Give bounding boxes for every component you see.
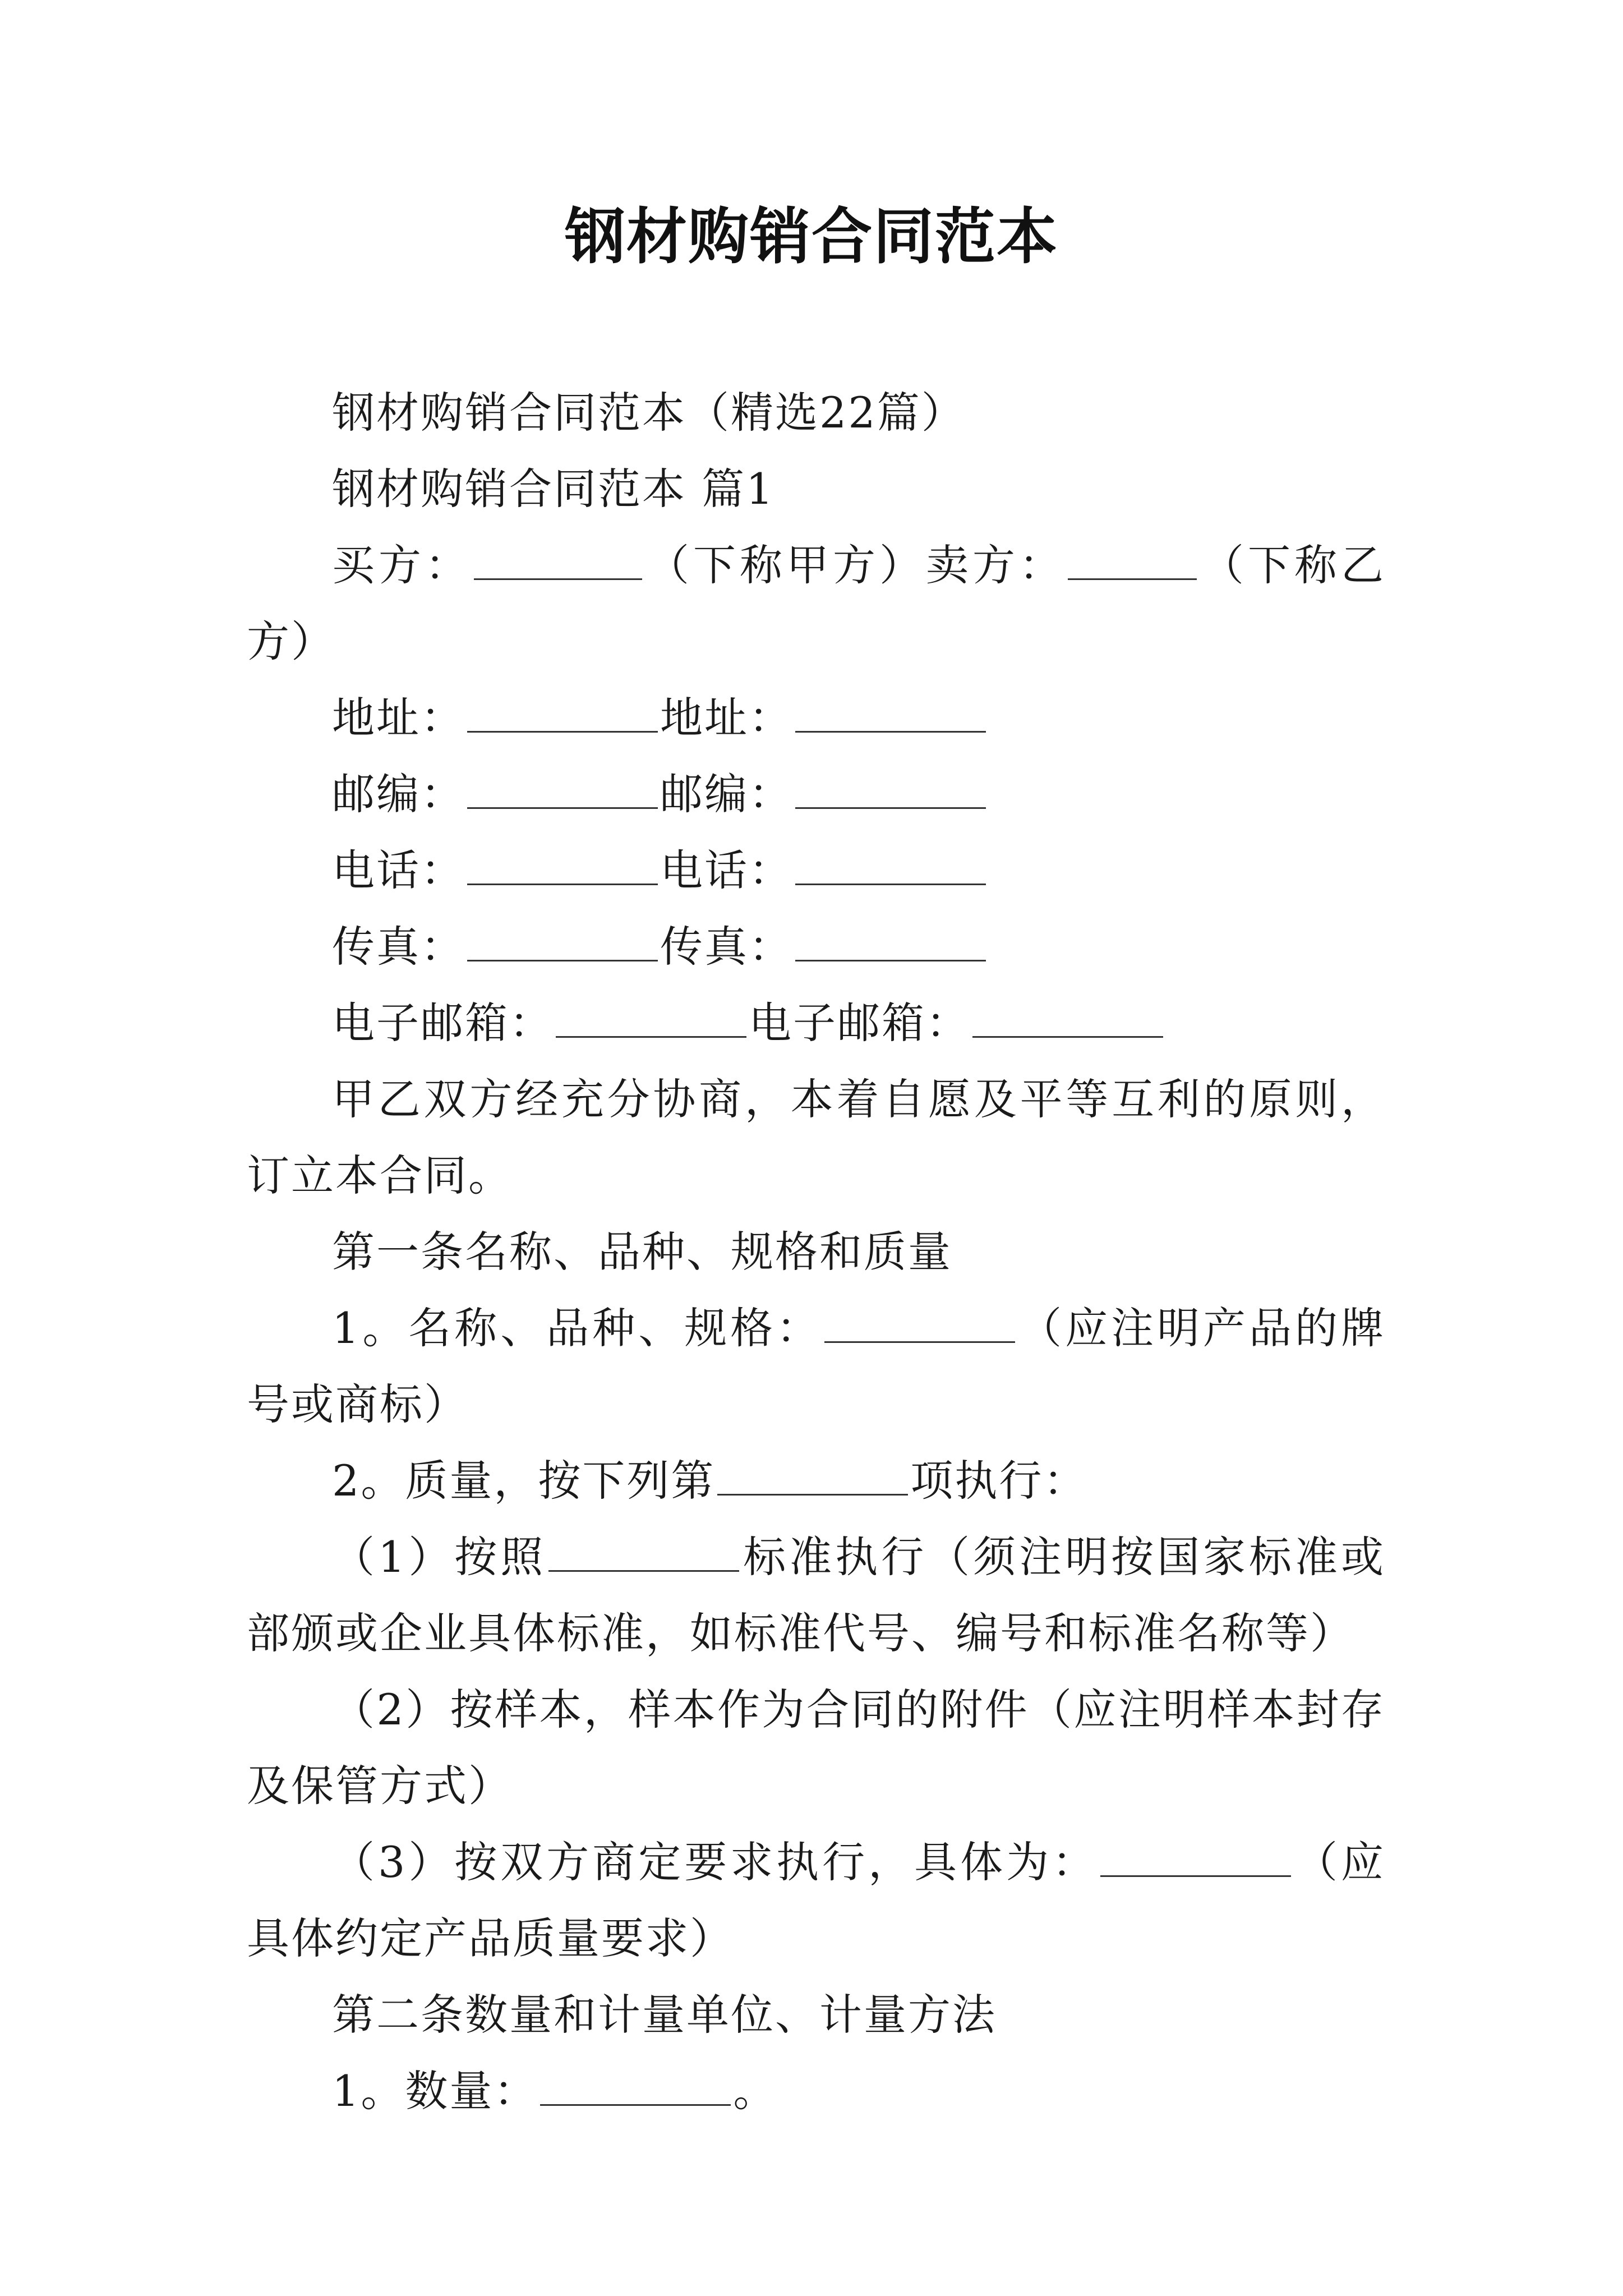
option-3-prefix: （3）按双方商定要求执行，具体为：	[332, 1837, 1099, 1887]
item-2-prefix: 2。质量，按下列第	[332, 1456, 716, 1506]
address-blank-a	[467, 687, 658, 733]
fax-blank-a	[467, 916, 658, 961]
document-body	[247, 375, 1385, 2129]
option-1-blank	[548, 1526, 739, 1572]
item-2-paragraph	[247, 1443, 1385, 1519]
option-3-blank	[1100, 1832, 1291, 1877]
email-blank-a	[556, 992, 746, 1038]
phone-line	[247, 832, 1385, 909]
subtitle-line	[247, 375, 1385, 451]
option-1-paragraph	[247, 1519, 1385, 1672]
quantity-prefix: 1。数量：	[332, 2066, 538, 2116]
seller-suffix: （下称乙方）	[247, 540, 1385, 666]
fax-label-a: 传真：	[332, 922, 465, 972]
phone-label-b: 电话：	[660, 845, 793, 895]
party-line	[247, 527, 1385, 680]
article-2-heading: 第二条数量和计量单位、计量方法	[332, 1990, 997, 2040]
email-line	[247, 985, 1385, 1061]
item-1-suffix: （应注明产品的牌号或商标）	[247, 1303, 1386, 1429]
item-2-suffix: 项执行：	[910, 1456, 1088, 1506]
option-1-suffix: 标准执行（须注明按国家标准或部颁或企业具体标准，如标准代号、编号和标准名称等）	[247, 1532, 1386, 1658]
quantity-blank	[540, 2060, 731, 2106]
item-1-prefix: 1。名称、品种、规格：	[332, 1303, 823, 1353]
quantity-paragraph	[247, 2053, 1385, 2129]
option-1-prefix: （1）按照	[332, 1532, 547, 1582]
fax-blank-b	[795, 916, 986, 961]
address-blank-b	[795, 687, 986, 733]
address-line	[247, 680, 1385, 756]
buyer-label: 买方：	[332, 540, 472, 590]
address-label-a: 地址：	[332, 693, 465, 743]
address-label-b: 地址：	[660, 693, 793, 743]
postcode-blank-a	[467, 763, 658, 809]
fax-line	[247, 909, 1385, 985]
item-2-blank	[717, 1450, 908, 1496]
document-title: 钢材购销合同范本	[564, 201, 1058, 272]
chapter-line	[247, 451, 1385, 527]
chapter-text: 钢材购销合同范本 篇1	[332, 464, 775, 514]
phone-blank-b	[795, 840, 986, 885]
option-3-suffix: （应具体约定产品质量要求）	[247, 1837, 1386, 1963]
phone-blank-a	[467, 840, 658, 885]
phone-label-a: 电话：	[332, 845, 465, 895]
postcode-blank-b	[795, 763, 986, 809]
buyer-blank	[474, 535, 642, 580]
option-3-paragraph	[247, 1824, 1385, 1977]
email-blank-b	[972, 992, 1163, 1038]
article-1-heading: 第一条名称、品种、规格和质量	[332, 1227, 952, 1277]
intro-paragraph: 甲乙双方经充分协商，本着自愿及平等互利的原则，订立本合同。	[247, 1074, 1385, 1200]
fax-label-b: 传真：	[660, 922, 793, 972]
postcode-line	[247, 756, 1385, 832]
email-label-a: 电子邮箱：	[332, 998, 554, 1048]
item-1-paragraph	[247, 1290, 1385, 1443]
postcode-label-b: 邮编：	[660, 769, 793, 819]
subtitle-text: 钢材购销合同范本（精选22篇）	[332, 388, 966, 438]
seller-blank	[1068, 535, 1197, 580]
option-2-paragraph: （2）按样本，样本作为合同的附件（应注明样本封存及保管方式）	[247, 1685, 1385, 1811]
quantity-suffix: 。	[733, 2066, 778, 2116]
email-label-b: 电子邮箱：	[749, 998, 970, 1048]
item-1-blank	[824, 1297, 1015, 1343]
buyer-suffix: （下称甲方）卖方：	[644, 540, 1066, 590]
postcode-label-a: 邮编：	[332, 769, 465, 819]
